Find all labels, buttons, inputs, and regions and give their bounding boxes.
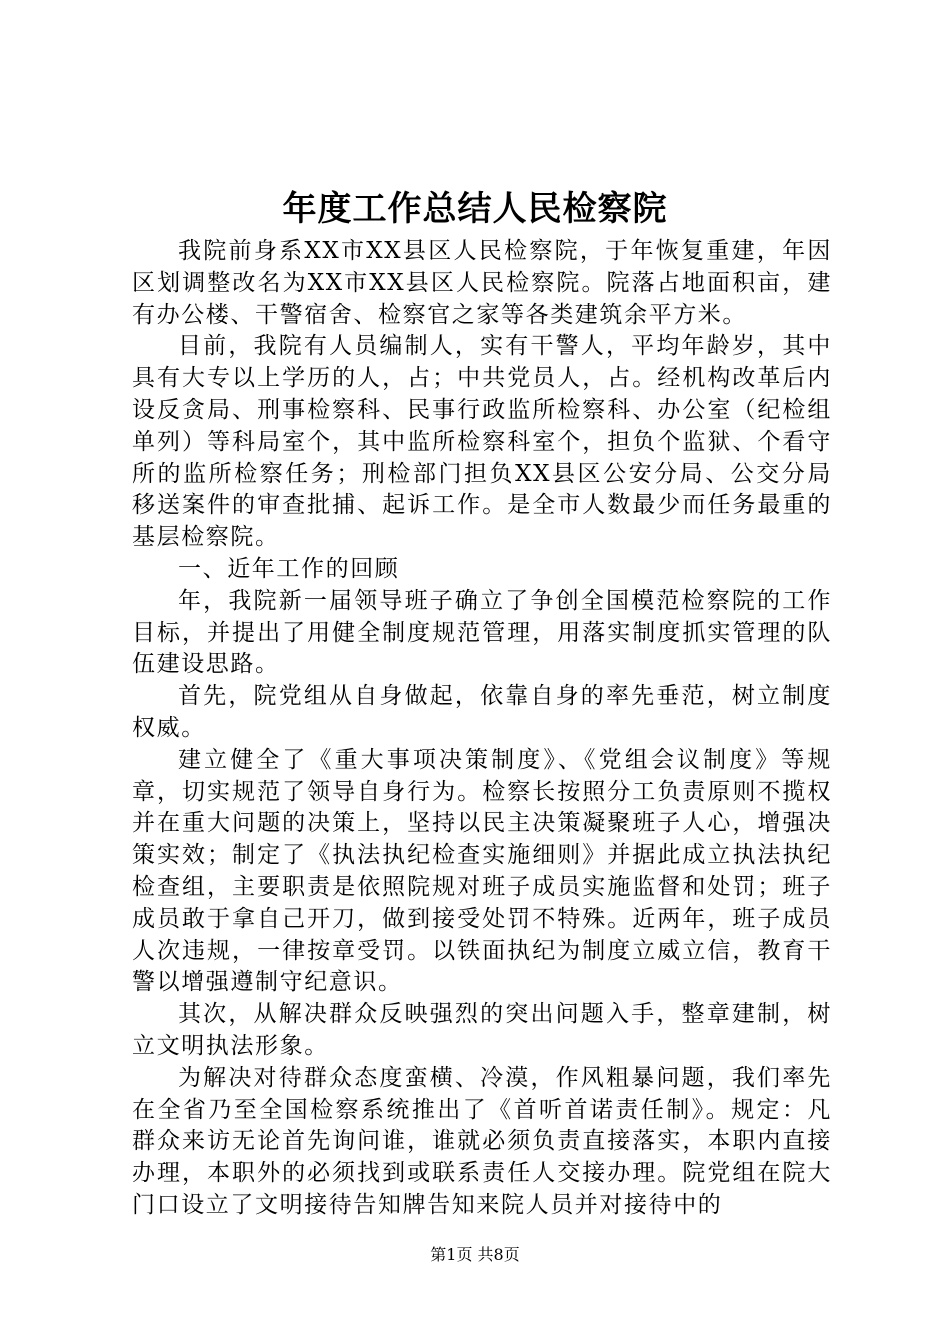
- paragraph-second: 其次，从解决群众反映强烈的突出问题入手，整章建制，树立文明执法形象。: [132, 1001, 832, 1059]
- document-title: 年度工作总结人民检察院: [282, 189, 668, 229]
- document-body: [132, 236, 832, 1222]
- paragraph-first: 首先，院党组从自身做起，依靠自身的率先垂范，树立制度权威。: [132, 683, 832, 741]
- paragraph-rules: 建立健全了《重大事项决策制度》、《党组会议制度》等规章，切实规范了领导自身行为。检察长按照分工负责原则不揽权并在重大问题的决策上，坚持以民主决策凝聚班子人心，增强决策实效；制定了《执法执纪检查实施细则》并据此成立执法执纪检查组，主要职责是依照院规对班子成员实施监督和处罚；班子成员敢于拿自己开刀，做到接受处罚不特殊。近两年，班子成员人次违规，一律按章受罚。以铁面执纪为制度立威立信，教育干警以增强遵制守纪意识。: [132, 746, 832, 996]
- paragraph-staffing: 目前，我院有人员编制人，实有干警人，平均年龄岁，其中具有大专以上学历的人，占；中共党员人，占。经机构改革后内设反贪局、刑事检察科、民事行政监所检察科、办公室（纪检组单列）等科局室个，其中监所检察科室个，担负个监狱、个看守所的监所检察任务；刑检部门担负XX县区公安分局、公交分局移送案件的审查批捕、起诉工作。是全市人数最少而任务最重的基层检察院。: [132, 333, 832, 551]
- page-number-footer: 第1页 共8页: [430, 1245, 520, 1264]
- paragraph-history: 我院前身系XX市XX县区人民检察院，于年恢复重建，年因区划调整改名为XX市XX县区人民检察院。院落占地面积亩，建有办公楼、干警宿舍、检察官之家等各类建筑余平方米。: [132, 238, 832, 328]
- paragraph-reception: 为解决对待群众态度蛮横、冷漠，作风粗暴问题，我们率先在全省乃至全国检察系统推出了《首听首诺责任制》。规定：凡群众来访无论首先询问谁，谁就必须负责直接落实，本职内直接办理，本职外的必须找到或联系责任人交接办理。院党组在院大门口设立了文明接待告知牌告知来院人员并对接待中的: [132, 1064, 832, 1218]
- paragraph-goals: 年，我院新一届领导班子确立了争创全国模范检察院的工作目标，并提出了用健全制度规范管理，用落实制度抓实管理的队伍建设思路。: [132, 587, 832, 678]
- section-heading: 一、近年工作的回顾: [178, 555, 400, 582]
